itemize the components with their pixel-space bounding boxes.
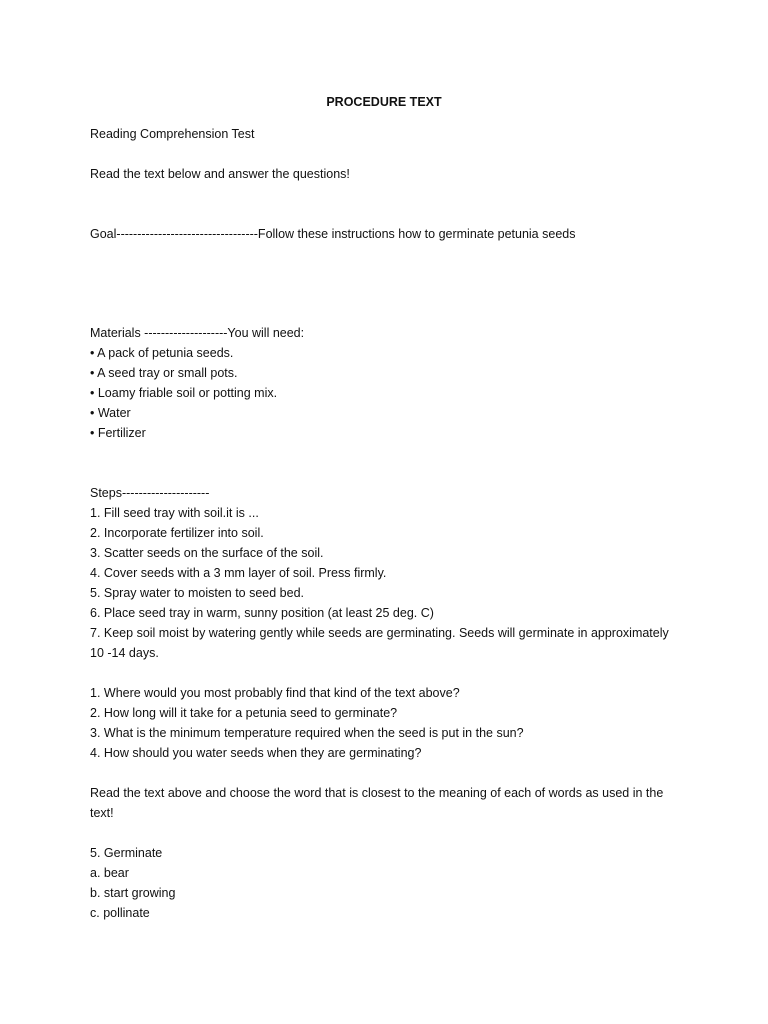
question-item: 4. How should you water seeds when they are germinating? [90,746,422,760]
materials-item: • Water [90,406,131,420]
step-item: 2. Incorporate fertilizer into soil. [90,526,264,540]
question-5-label: 5. Germinate [90,846,163,860]
step-item: 5. Spray water to moisten to seed bed. [90,586,305,600]
document-subtitle: Reading Comprehension Test [90,127,255,141]
step-item: 6. Place seed tray in warm, sunny position (at least 25 deg. C) [90,606,434,620]
step-item-continuation: 10 -14 days. [90,646,159,660]
goal-line: Goal----------------------------------Follow these instructions how to germinate petunia seeds [90,227,576,241]
materials-item: • Fertilizer [90,426,146,440]
materials-heading: Materials --------------------You will need: [90,326,305,340]
option-item: b. start growing [90,886,176,900]
document-title: PROCEDURE TEXT [326,95,442,109]
step-item: 4. Cover seeds with a 3 mm layer of soil. Press firmly. [90,566,387,580]
materials-item: • Loamy friable soil or potting mix. [90,386,278,400]
option-item: a. bear [90,866,129,880]
question-item: 3. What is the minimum temperature required when the seed is put in the sun? [90,726,524,740]
step-item: 1. Fill seed tray with soil.it is ... [90,506,259,520]
vocab-instruction: Read the text above and choose the word that is closest to the meaning of each of words as used in the [90,786,664,800]
steps-heading: Steps--------------------- [90,486,210,500]
materials-item: • A pack of petunia seeds. [90,346,234,360]
step-item: 7. Keep soil moist by watering gently while seeds are germinating. Seeds will germinate in approximately [90,626,669,640]
question-item: 1. Where would you most probably find that kind of the text above? [90,686,460,700]
vocab-instruction-continuation: text! [90,806,114,820]
instruction-text: Read the text below and answer the questions! [90,167,350,181]
materials-item: • A seed tray or small pots. [90,366,238,380]
question-item: 2. How long will it take for a petunia seed to germinate? [90,706,398,720]
step-item: 3. Scatter seeds on the surface of the soil. [90,546,324,560]
option-item: c. pollinate [90,906,150,920]
